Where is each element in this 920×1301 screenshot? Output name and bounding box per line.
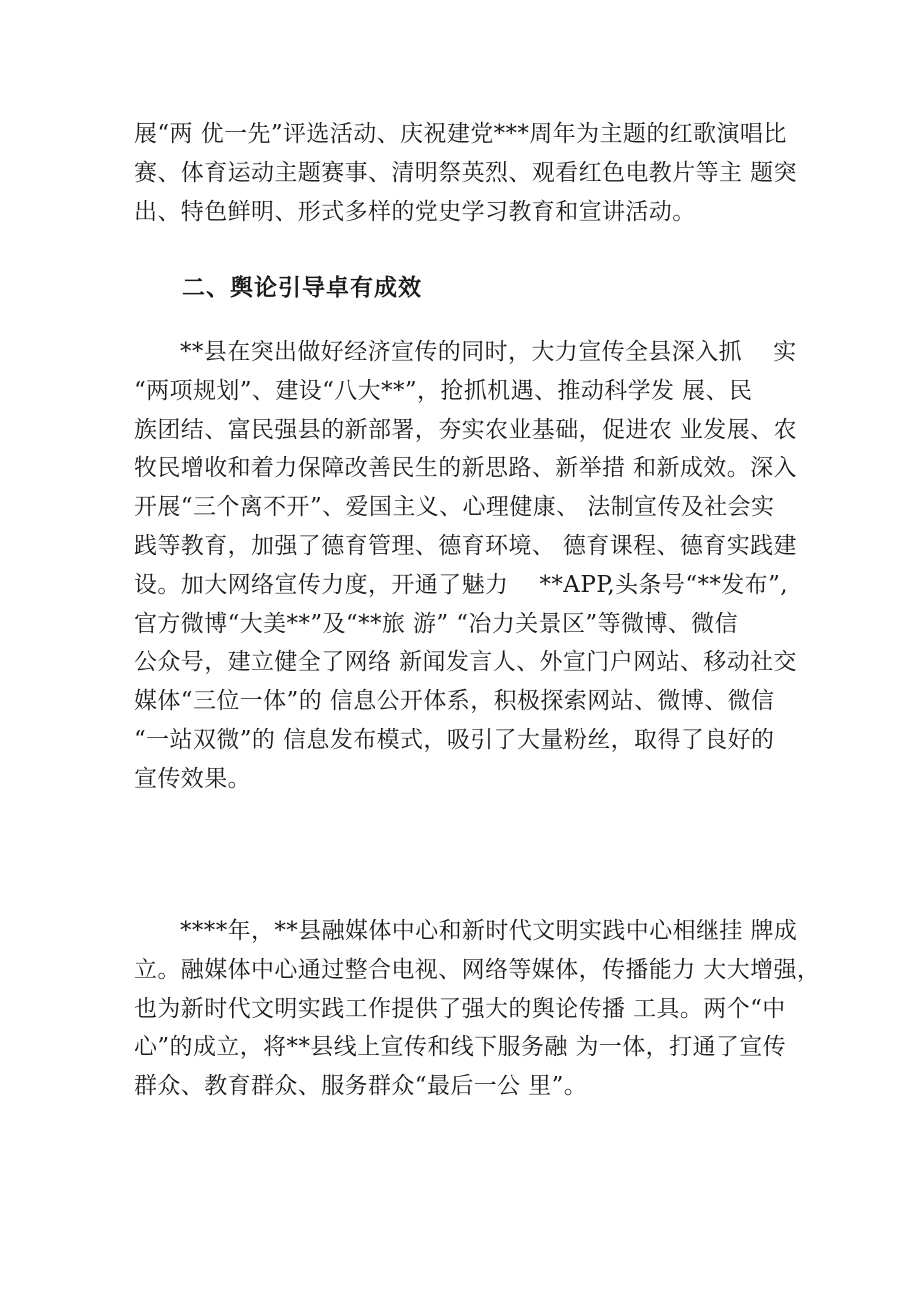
paragraph-public-opinion [134,333,797,799]
paragraph-continuation [134,115,797,231]
text-line: 公众号，建立健全了网络 新闻发言人、外宣门户网站、移动社交 [134,649,797,676]
text-line: 媒体“三位一体”的 信息公开体系，积极探索网站、微博、微信 [134,688,775,715]
paragraph-media-center [134,912,821,1106]
text-line: 牧民增收和着力保障改善民生的新思路、新举措 和新成效。深入 [134,455,797,482]
text-line: 也为新时代文明实践工作提供了强大的舆论传播 工具。两个“中 [134,995,786,1022]
text-line: 出、特色鲜明、形式多样的党史学习教育和宣讲活动。 [134,198,696,225]
text-line: 宣传效果。 [134,765,251,792]
text-line: ****年，**县融媒体中心和新时代文明实践中心相继挂 牌成 [180,918,798,944]
text-line: 群众、教育群众、服务群众“最后一公 里”。 [134,1073,588,1100]
text-line: 族团结、富民强县的新部署，夯实农业基础，促进农 业发展、农 [134,416,797,443]
text-line: 开展“三个离不开”、爱国主义、心理健康、 法制宣传及社会实 [134,494,775,521]
text-line: 心”的成立，将**县线上宣传和线下服务融 为一体，打通了宣传 [134,1034,787,1061]
section-heading: 二、舆论引导卓有成效 [182,275,422,301]
text-line: 赛、体育运动主题赛事、清明祭英烈、观看红色电教片等主 题突 [134,159,797,186]
text-line: “两项规划”、建设“八大**”，抢抓机遇、推动科学发 展、民 [134,377,753,404]
text-line: “一站双微”的 信息发布模式，吸引了大量粉丝，取得了良好的 [134,726,775,753]
text-line: 设。加大网络宣传力度，开通了魅力 **APP,头条号“**发布”, [134,571,788,598]
text-line: 官方微博“大美**”及“**旅 游” “冶力关景区”等微博、微信 [134,610,738,637]
text-line: **县在突出做好经济宣传的同时，大力宣传全县深入抓 实 [180,339,797,365]
text-line: 践等教育，加强了德育管理、德育环境、 德育课程、德育实践建 [134,532,797,559]
text-line: 展“两 优一先”评选活动、庆祝建党***周年为主题的红歌演唱比 [134,121,787,147]
text-line: 立。融媒体中心通过整合电视、网络等媒体，传播能力 大大增强， [134,956,821,983]
